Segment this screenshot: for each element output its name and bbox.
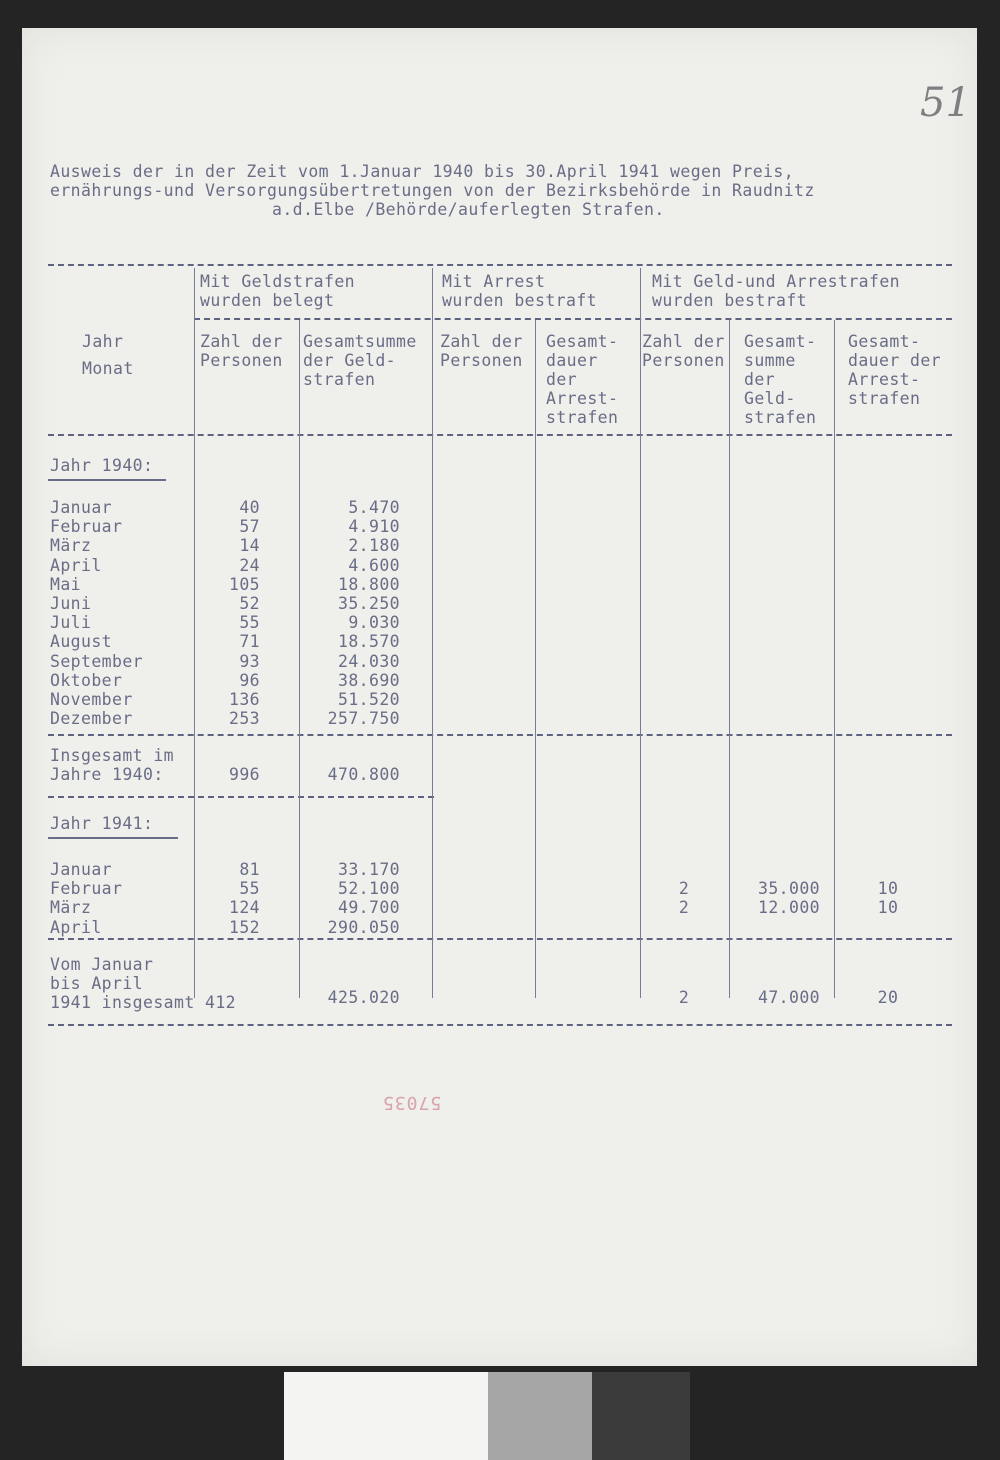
row-month: März: [50, 898, 92, 918]
color-calibration-bar: [284, 1372, 690, 1460]
total-1941-sum: 425.020: [327, 988, 400, 1007]
header-month: Jahr: [82, 332, 124, 351]
row-both-duration: 10: [877, 898, 899, 918]
table-rule: [48, 1024, 952, 1026]
row-month: Januar: [50, 860, 113, 879]
header-geld-persons: Zahl der: [200, 332, 283, 351]
year-underline: [48, 837, 178, 839]
total-1941-both-sum: 47.000: [757, 988, 820, 1007]
header-arrest-duration: dauer: [546, 351, 598, 370]
row-persons: 55: [239, 879, 260, 899]
total-1941-both-persons: 2: [678, 988, 690, 1007]
handwritten-page-number: 51: [920, 80, 971, 126]
column-divider: [640, 268, 641, 998]
header-arrest-persons: Zahl der: [440, 332, 523, 351]
row-both-sum: 35.000: [757, 879, 820, 899]
row-sum: 52.100: [337, 879, 400, 899]
row-month: September: [50, 651, 144, 671]
archive-stamp: 57035: [382, 1092, 442, 1113]
row-sum: 18.570: [337, 632, 400, 652]
table-rule: [48, 796, 434, 798]
header-both-sum: Gesamt-: [744, 332, 817, 351]
row-persons: 81: [239, 860, 260, 879]
header-month: Monat: [82, 359, 134, 378]
row-both-duration: 10: [877, 879, 899, 899]
row-sum: 18.800: [337, 574, 400, 594]
table-rule: [194, 318, 952, 320]
column-divider: [729, 320, 730, 998]
row-both-persons: 2: [678, 898, 690, 918]
row-persons: 124: [228, 898, 260, 918]
header-both-persons: Zahl der: [642, 332, 725, 351]
header-geld-group: wurden belegt: [200, 291, 335, 310]
row-month: Januar: [50, 498, 113, 517]
row-persons: 40: [239, 498, 260, 517]
row-month: Februar: [50, 879, 123, 899]
total-1941-label: bis April: [50, 974, 144, 993]
column-divider: [432, 268, 433, 998]
row-month: Oktober: [50, 670, 123, 690]
row-persons: 52: [239, 594, 260, 613]
title-line-3: a.d.Elbe /Behörde/auferlegten Strafen.: [272, 200, 665, 219]
row-sum: 290.050: [327, 917, 400, 937]
row-persons: 136: [228, 690, 260, 709]
row-persons: 14: [239, 536, 260, 556]
column-divider: [535, 320, 536, 998]
header-both-duration: Arrest-: [848, 370, 921, 389]
header-both-sum: summe: [744, 351, 796, 370]
row-sum: 51.520: [337, 690, 400, 709]
header-both-sum: Geld-: [744, 389, 796, 408]
year-underline: [48, 479, 166, 481]
header-both-duration: dauer der: [848, 351, 942, 370]
header-geld-group: Mit Geldstrafen: [200, 272, 356, 291]
title-line-1: Ausweis der in der Zeit vom 1.Januar 1940 bis 30.April 1941 wegen Preis,: [50, 162, 795, 181]
header-arrest-duration: der: [546, 370, 578, 389]
year-1940-label: Jahr 1940:: [50, 456, 154, 475]
column-divider: [834, 320, 835, 998]
header-both-persons: Personen: [642, 351, 725, 370]
row-sum: 2.180: [348, 536, 400, 556]
year-1941-label: Jahr 1941:: [50, 814, 154, 833]
row-sum: 35.250: [337, 594, 400, 613]
row-both-sum: 12.000: [757, 898, 820, 918]
total-1940-label: Jahre 1940:: [50, 765, 164, 784]
row-month: Juni: [50, 594, 92, 613]
total-1940-persons: 996: [228, 765, 260, 784]
table-rule: [48, 434, 952, 436]
row-month: November: [50, 690, 133, 709]
header-both-sum: strafen: [744, 408, 817, 427]
row-persons: 24: [239, 555, 260, 575]
total-1941-both-duration: 20: [877, 988, 899, 1007]
table-rule: [48, 734, 952, 736]
row-month: Juli: [50, 613, 92, 633]
header-arrest-group: wurden bestraft: [442, 291, 598, 310]
row-persons: 96: [239, 670, 260, 690]
row-month: Februar: [50, 517, 123, 537]
row-sum: 33.170: [337, 860, 400, 879]
row-sum: 49.700: [337, 898, 400, 918]
total-1940-label: Insgesamt im: [50, 746, 175, 765]
row-sum: 5.470: [348, 498, 400, 517]
header-arrest-duration: strafen: [546, 408, 619, 427]
header-geld-sum: der Geld-: [303, 351, 397, 370]
table-rule: [48, 938, 952, 940]
row-sum: 257.750: [327, 709, 400, 729]
row-persons: 71: [239, 632, 260, 652]
row-sum: 4.910: [348, 517, 400, 537]
header-arrest-persons: Personen: [440, 351, 523, 370]
document-page: [22, 28, 977, 1366]
header-both-duration: Gesamt-: [848, 332, 921, 351]
header-geld-sum: Gesamtsumme: [303, 332, 417, 351]
row-month: April: [50, 555, 102, 575]
header-arrest-group: Mit Arrest: [442, 272, 546, 291]
row-month: Dezember: [50, 709, 133, 729]
row-persons: 93: [239, 651, 260, 671]
row-month: August: [50, 632, 113, 652]
header-both-sum: der: [744, 370, 776, 389]
total-1940-sum: 470.800: [327, 765, 400, 784]
row-sum: 9.030: [348, 613, 400, 633]
total-1941-label: 1941 insgesamt 412: [50, 993, 237, 1012]
row-persons: 152: [228, 917, 260, 937]
total-1941-label: Vom Januar: [50, 955, 154, 974]
row-month: März: [50, 536, 92, 556]
row-sum: 4.600: [348, 555, 400, 575]
header-arrest-duration: Gesamt-: [546, 332, 619, 351]
header-both-group: Mit Geld-und Arrestrafen: [652, 272, 901, 291]
header-arrest-duration: Arrest-: [546, 389, 619, 408]
table-rule: [48, 264, 952, 266]
row-persons: 105: [228, 574, 260, 594]
row-month: Mai: [50, 574, 82, 594]
row-both-persons: 2: [678, 879, 690, 899]
row-sum: 38.690: [337, 670, 400, 690]
row-persons: 57: [239, 517, 260, 537]
header-geld-persons: Personen: [200, 351, 283, 370]
row-persons: 253: [228, 709, 260, 729]
row-persons: 55: [239, 613, 260, 633]
header-both-group: wurden bestraft: [652, 291, 808, 310]
row-month: April: [50, 917, 102, 937]
row-sum: 24.030: [337, 651, 400, 671]
header-geld-sum: strafen: [303, 370, 376, 389]
title-line-2: ernährungs-und Versorgungsübertretungen von der Bezirksbehörde in Raudnitz: [50, 181, 815, 200]
column-divider: [299, 320, 300, 998]
header-both-duration: strafen: [848, 389, 921, 408]
